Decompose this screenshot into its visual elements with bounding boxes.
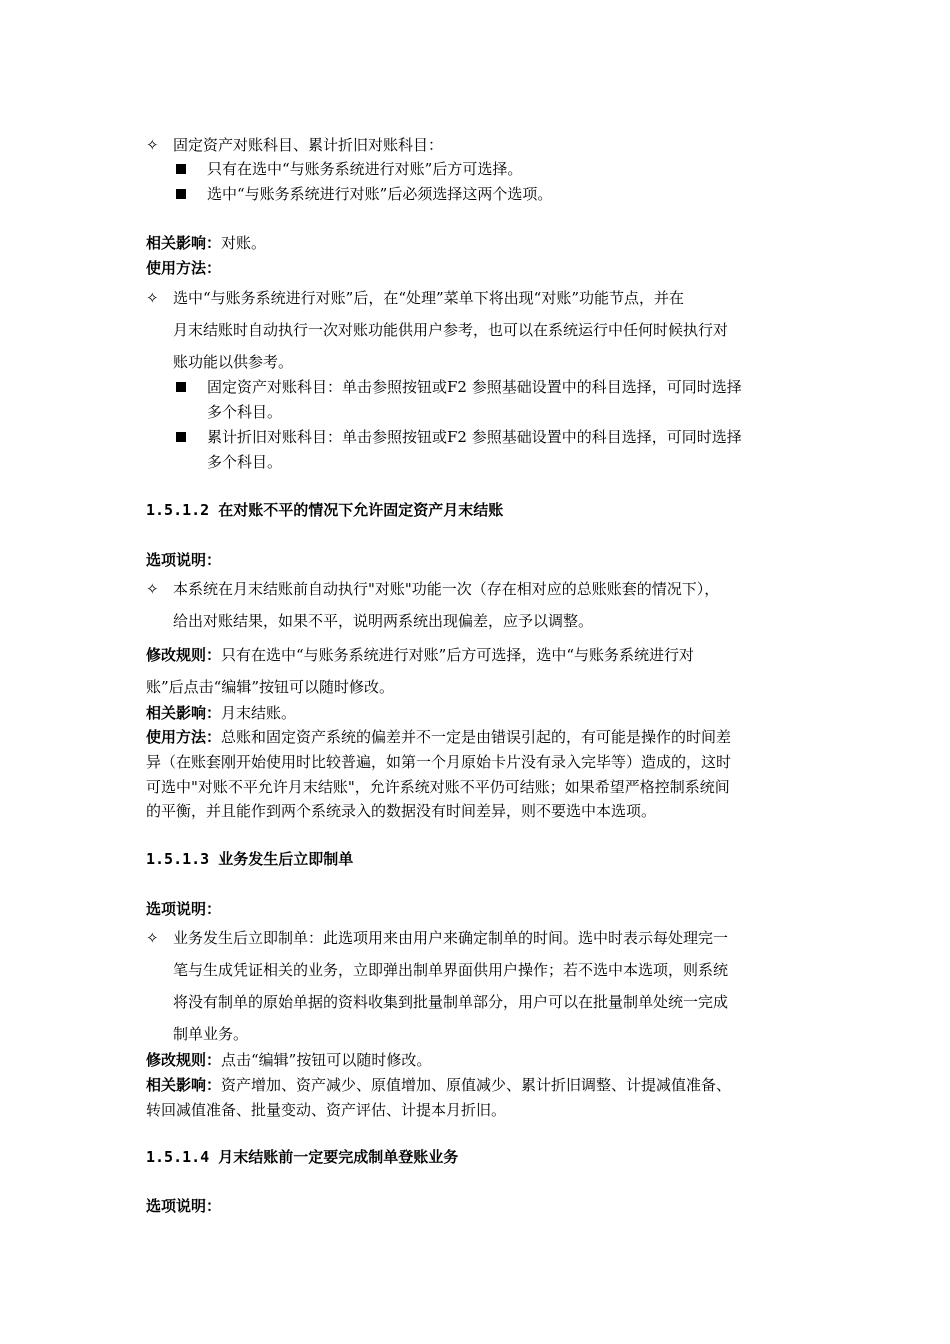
impact-line: 转回减值准备、批量变动、资产评估、计提本月折旧。 bbox=[146, 1101, 507, 1119]
impact-label: 相关影响： bbox=[146, 704, 222, 722]
usage-label: 使用方法： bbox=[146, 728, 222, 746]
square-bullet-icon bbox=[176, 164, 186, 174]
desc-line: 给出对账结果，如果不平，说明两系统出现偏差，应予以调整。 bbox=[173, 612, 594, 630]
rule-paragraph bbox=[146, 645, 694, 665]
diamond-bullet-icon: ✧ bbox=[146, 289, 159, 307]
diamond-bullet-icon: ✧ bbox=[146, 929, 159, 947]
usage-line: 异（在账套刚开始使用时比较普遍，如第一个月原始卡片没有录入完毕等）造成的，这时 bbox=[146, 753, 732, 771]
desc-line: 将没有制单的原始单据的资料收集到批量制单部分，用户可以在批量制单处统一完成 bbox=[173, 993, 729, 1011]
list-subitem-cont: 多个科目。 bbox=[207, 453, 283, 471]
rule-label: 修改规则： bbox=[146, 646, 222, 664]
impact-paragraph bbox=[146, 233, 266, 253]
impact-label: 相关影响： bbox=[146, 234, 222, 252]
impact-paragraph bbox=[146, 703, 296, 723]
usage-line: 账功能以供参考。 bbox=[173, 353, 294, 371]
usage-line: 选中“与账务系统进行对账”后，在“处理”菜单下将出现“对账”功能节点，并在 bbox=[173, 289, 685, 307]
rule-text: 点击“编辑”按钮可以随时修改。 bbox=[221, 1051, 432, 1069]
desc-line: 笔与生成凭证相关的业务，立即弹出制单界面供用户操作；若不选中本选项，则系统 bbox=[173, 961, 729, 979]
section-heading: 1.5.1.2 在对账不平的情况下允许固定资产月末结账 bbox=[146, 501, 504, 519]
section-heading: 1.5.1.3 业务发生后立即制单 bbox=[146, 850, 354, 868]
rule-paragraph bbox=[146, 1050, 431, 1070]
square-bullet-icon bbox=[176, 432, 186, 442]
square-bullet-icon bbox=[176, 189, 186, 199]
list-subitem: 只有在选中“与账务系统进行对账”后方可选择。 bbox=[207, 160, 523, 178]
rule-label: 修改规则： bbox=[146, 1051, 222, 1069]
desc-line: 制单业务。 bbox=[173, 1025, 249, 1043]
square-bullet-icon bbox=[176, 382, 186, 392]
usage-label: 使用方法： bbox=[146, 259, 222, 277]
usage-paragraph bbox=[146, 727, 731, 747]
rule-line: 账”后点击“编辑”按钮可以随时修改。 bbox=[146, 678, 395, 696]
impact-paragraph bbox=[146, 1075, 731, 1095]
diamond-bullet-icon: ✧ bbox=[146, 580, 159, 598]
list-subitem: 选中“与账务系统进行对账”后必须选择这两个选项。 bbox=[207, 185, 553, 203]
rule-text: 只有在选中“与账务系统进行对账”后方可选择，选中“与账务系统进行对 bbox=[221, 646, 695, 664]
diamond-bullet-icon: ✧ bbox=[146, 136, 159, 154]
list-subitem: 累计折旧对账科目：单击参照按钮或F2 参照基础设置中的科目选择，可同时选择 bbox=[207, 428, 742, 446]
section-heading: 1.5.1.4 月末结账前一定要完成制单登账业务 bbox=[146, 1148, 459, 1166]
impact-text: 资产增加、资产减少、原值增加、原值减少、累计折旧调整、计提减值准备、 bbox=[221, 1076, 732, 1094]
desc-line: 本系统在月末结账前自动执行"对账"功能一次（存在相对应的总账账套的情况下）， bbox=[173, 580, 720, 598]
desc-label: 选项说明： bbox=[146, 1197, 222, 1215]
usage-text: 总账和固定资产系统的偏差并不一定是由错误引起的，有可能是操作的时间差 bbox=[221, 728, 732, 746]
impact-text: 对账。 bbox=[221, 234, 267, 252]
usage-line: 可选中"对账不平允许月末结账"，允许系统对账不平仍可结账；如果希望严格控制系统间 bbox=[146, 778, 730, 796]
list-item: 固定资产对账科目、累计折旧对账科目： bbox=[173, 136, 444, 154]
list-subitem-cont: 多个科目。 bbox=[207, 403, 283, 421]
desc-label: 选项说明： bbox=[146, 551, 222, 569]
impact-label: 相关影响： bbox=[146, 1076, 222, 1094]
desc-label: 选项说明： bbox=[146, 900, 222, 918]
usage-line: 月末结账时自动执行一次对账功能供用户参考，也可以在系统运行中任何时候执行对 bbox=[173, 321, 729, 339]
usage-line: 的平衡，并且能作到两个系统录入的数据没有时间差异，则不要选中本选项。 bbox=[146, 802, 657, 820]
impact-text: 月末结账。 bbox=[221, 704, 297, 722]
list-subitem: 固定资产对账科目：单击参照按钮或F2 参照基础设置中的科目选择，可同时选择 bbox=[207, 378, 742, 396]
desc-line: 业务发生后立即制单：此选项用来由用户来确定制单的时间。选中时表示每处理完一 bbox=[173, 929, 729, 947]
